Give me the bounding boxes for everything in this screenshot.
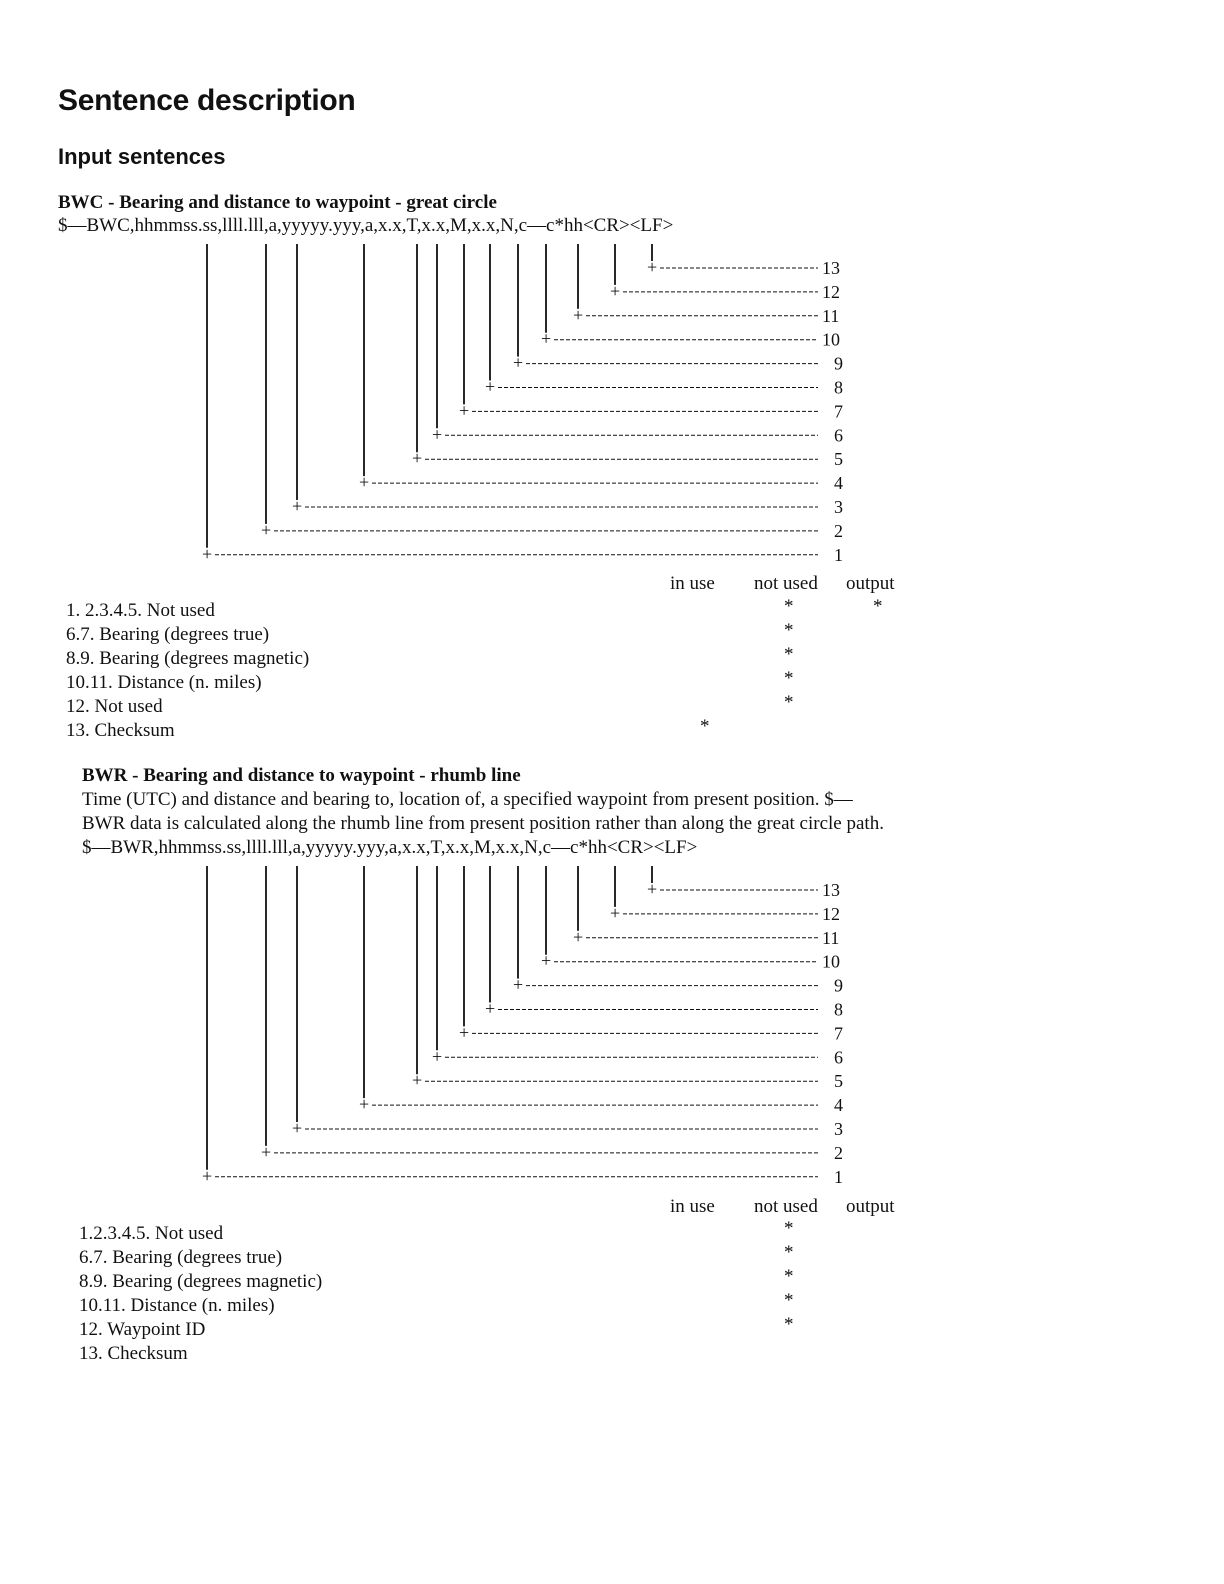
usage-mark-not-used: * [784,1218,794,1239]
field-8-marker: + [485,998,496,1019]
field-10-marker: + [541,328,552,349]
field-5-marker: + [412,448,423,469]
usage-mark-not-used: * [784,1290,794,1311]
usage-mark-not-used: * [784,620,794,641]
field-4-number: 4 [834,473,843,494]
bwr-description-line-1: Time (UTC) and distance and bearing to, location of, a specified waypoint from present position. $— [82,789,853,810]
field-12-marker: + [610,902,621,923]
bwc-col-not-used: not used [754,573,818,594]
field-description: 8.9. Bearing (degrees magnetic) [66,648,310,669]
field-5-number: 5 [834,449,843,470]
bwc-col-in-use: in use [670,573,715,594]
field-description: 13. Checksum [79,1343,188,1364]
bwr-sentence-format: $—BWR,hhmmss.ss,llll.lll,a,yyyyy.yyy,a,x.x,T,x.x,M,x.x,N,c—c*hh<CR><LF> [82,837,698,858]
usage-mark-output: * [873,596,883,617]
field-10-marker: + [541,950,552,971]
field-9-marker: + [513,352,524,373]
field-11-marker: + [573,304,584,325]
field-3-marker: + [292,1118,303,1138]
field-description: 8.9. Bearing (degrees magnetic) [79,1271,323,1292]
bwc-title: BWC - Bearing and distance to waypoint - great circle [58,192,497,213]
bwc-col-output: output [846,573,895,594]
bwr-col-in-use: in use [670,1196,715,1217]
usage-mark-not-used: * [784,1266,794,1287]
field-5-marker: + [412,1070,423,1091]
field-description: 10.11. Distance (n. miles) [66,672,262,693]
field-description: 1.2.3.4.5. Not used [79,1223,224,1244]
bwr-description-line-2: BWR data is calculated along the rhumb line from present position rather than along the great circle path. [82,813,884,834]
field-9-number: 9 [834,975,843,996]
field-5-number: 5 [834,1071,843,1092]
field-description: 6.7. Bearing (degrees true) [79,1247,283,1268]
field-12-marker: + [610,280,621,301]
field-2-number: 2 [834,1142,843,1163]
section-title: Input sentences [58,144,226,169]
field-6-number: 6 [834,425,843,446]
field-13-number: 13 [822,880,840,900]
bwr-col-not-used: not used [754,1196,818,1217]
field-3-number: 3 [834,1119,843,1139]
field-12-number: 12 [822,903,840,924]
field-8-number: 8 [834,377,843,398]
field-description: 13. Checksum [66,720,175,741]
field-2-marker: + [261,1141,272,1162]
field-7-marker: + [459,1022,470,1043]
usage-mark-in-use: * [700,716,710,737]
field-13-marker: + [647,257,658,277]
field-4-marker: + [359,1094,370,1115]
usage-mark-not-used: * [784,1242,794,1263]
field-6-marker: + [432,1046,443,1067]
field-4-marker: + [359,472,370,493]
field-description: 12. Waypoint ID [79,1319,206,1340]
field-12-number: 12 [822,281,840,302]
usage-mark-not-used: * [784,644,794,665]
field-8-number: 8 [834,999,843,1020]
field-1-marker: + [202,543,213,564]
field-10-number: 10 [822,951,840,972]
page-title: Sentence description [58,84,356,117]
field-3-number: 3 [834,497,843,517]
field-6-number: 6 [834,1047,843,1068]
field-13-number: 13 [822,258,840,278]
field-6-marker: + [432,424,443,445]
field-2-number: 2 [834,520,843,541]
field-11-number: 11 [822,927,840,948]
field-9-marker: + [513,974,524,995]
field-9-number: 9 [834,353,843,374]
bwr-col-output: output [846,1196,895,1217]
field-1-marker: + [202,1165,213,1186]
bwr-title: BWR - Bearing and distance to waypoint - rhumb line [82,765,521,786]
field-10-number: 10 [822,329,840,350]
field-1-number: 1 [834,1166,843,1187]
field-8-marker: + [485,376,496,397]
field-description: 10.11. Distance (n. miles) [79,1295,275,1316]
field-7-marker: + [459,400,470,421]
field-7-number: 7 [834,1023,843,1044]
field-description: 12. Not used [66,696,163,717]
field-1-number: 1 [834,544,843,565]
field-13-marker: + [647,879,658,899]
field-description: 6.7. Bearing (degrees true) [66,624,270,645]
usage-mark-not-used: * [784,1314,794,1335]
field-4-number: 4 [834,1095,843,1116]
usage-mark-not-used: * [784,668,794,689]
field-3-marker: + [292,496,303,516]
field-11-number: 11 [822,305,840,326]
usage-mark-not-used: * [784,596,794,617]
bwc-sentence-format: $—BWC,hhmmss.ss,llll.lll,a,yyyyy.yyy,a,x.x,T,x.x,M,x.x,N,c—c*hh<CR><LF> [58,215,674,236]
usage-mark-not-used: * [784,692,794,713]
field-7-number: 7 [834,401,843,422]
field-2-marker: + [261,519,272,540]
field-11-marker: + [573,926,584,947]
field-description: 1. 2.3.4.5. Not used [66,600,215,621]
